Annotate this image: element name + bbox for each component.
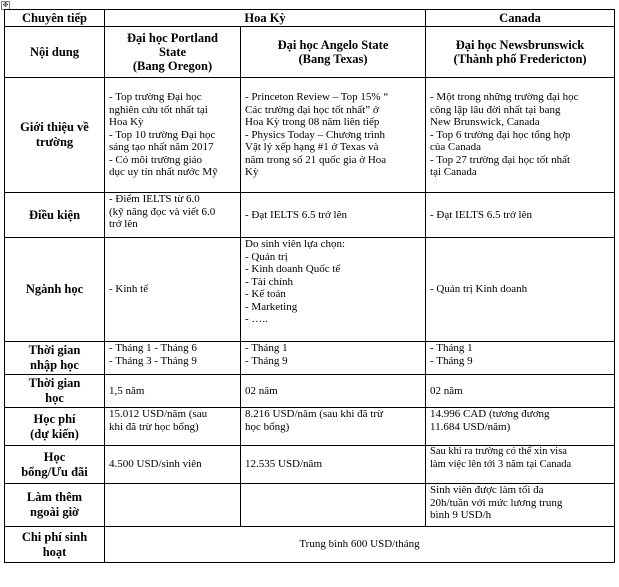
table-row: [5, 446, 615, 484]
cell-line: - Kinh tế: [109, 283, 149, 296]
row-label-line: ngoài giờ: [30, 505, 79, 519]
row-label-line: nhập học: [30, 358, 79, 372]
cell-line: năm trong số 21 quốc gia ở Hoa: [245, 153, 387, 166]
cell-line: 11.684 USD/năm): [430, 420, 511, 433]
cell-line: - Đạt IELTS 6.5 trở lên: [245, 208, 347, 221]
cell-duration-portland: [105, 375, 241, 408]
cell-scholarship-newbrunswick: [426, 446, 615, 484]
cell-intro-newbrunswick: [426, 78, 615, 193]
country-header-us: Hoa Kỳ: [105, 10, 426, 27]
cell-requirements-portland: [105, 193, 241, 238]
cell-line: khi đã trừ học bổng): [109, 420, 199, 433]
table-row: [5, 238, 615, 342]
cell-line: - Physics Today – Chương trình: [245, 128, 386, 141]
cell-tuition-angelo: [241, 408, 426, 446]
cell-line: Sinh viên được làm tối đa: [430, 484, 544, 496]
cell-line: 20h/tuần với mức lương trung: [430, 496, 563, 509]
cell-tuition-portland: [105, 408, 241, 446]
cell-line: nghiên cứu tốt nhất tại: [109, 103, 208, 116]
cell-line: - Có môi trường giáo: [109, 153, 203, 166]
cell-line: - Tháng 1: [245, 342, 288, 354]
cell-line: Vật lý xếp hạng #1 ở Texas và: [245, 141, 379, 154]
cell-line: - Tháng 1: [430, 342, 473, 354]
table-row: [5, 27, 615, 78]
row-label-line: bổng/Ưu đãi: [21, 464, 88, 479]
table-move-handle-icon[interactable]: ✥: [2, 1, 9, 9]
cell-majors-portland: [105, 238, 241, 342]
cell-line: 12.535 USD/năm: [245, 458, 322, 471]
cell-living-cost: Trung bình 600 USD/tháng: [105, 527, 615, 563]
table-row: [5, 375, 615, 408]
cell-line: - Top 6 trường đại học tổng hợp: [430, 128, 571, 141]
row-label-line: hoạt: [42, 544, 67, 559]
newbrunswick-name-line: Đại học Newsbrunswick: [455, 38, 585, 52]
cell-line: Các trường đại học tốt nhất” ở: [245, 103, 379, 116]
portland-state-line: (Bang Oregon): [132, 59, 213, 73]
cell-line: - Top 10 trường Đại học: [109, 128, 216, 141]
cell-line: 02 năm: [430, 384, 463, 397]
angelo-state-line: (Bang Texas): [298, 52, 368, 66]
row-label-parttime: [5, 484, 105, 527]
cell-line: (kỹ năng đọc và viết 6.0: [109, 205, 216, 218]
university-portland-header: [105, 27, 241, 78]
cell-line: - Điểm IELTS từ 6.0: [109, 193, 200, 205]
cell-line: sáng tạo nhất năm 2017: [109, 141, 214, 154]
cell-line: bình 9 USD/h: [430, 509, 492, 521]
country-header-ca: Canada: [426, 10, 615, 27]
cell-line: công lập lâu đời nhất tại bang: [430, 103, 561, 116]
cell-line: - Tháng 1 - Tháng 6: [109, 342, 197, 354]
row-label-line: Chi phí sinh: [21, 529, 88, 544]
cell-line: học bổng): [245, 420, 290, 433]
row-label-duration: [5, 375, 105, 408]
table-row: [5, 342, 615, 375]
row-label-line: học: [45, 391, 64, 405]
row-label-line: Thời gian: [28, 343, 81, 357]
cell-line: - Quản trị Kinh doanh: [430, 283, 528, 296]
cell-line: - Kinh doanh Quốc tế: [245, 263, 341, 275]
portland-name-line: Đại học Portland: [127, 31, 218, 45]
cell-majors-newbrunswick: [426, 238, 615, 342]
cell-line: - Princeton Review – Top 15% “: [245, 91, 389, 104]
cell-line: - Tháng 3 - Tháng 9: [109, 354, 197, 367]
cell-line: Hoa Kỳ: [109, 116, 144, 129]
cell-parttime-angelo: [241, 484, 426, 527]
portland-name-line: State: [158, 45, 187, 59]
cell-line: - Top trường Đại học: [109, 91, 202, 104]
content-label: Nội dung: [5, 27, 105, 78]
table-row: [5, 10, 615, 27]
row-label-line: Thời gian: [28, 376, 81, 390]
university-angelo-header: [241, 27, 426, 78]
table-row: [5, 527, 615, 563]
comparison-table: [4, 9, 615, 563]
cell-line: 14.996 CAD (tương đương: [430, 408, 550, 420]
cell-line: - Marketing: [245, 300, 298, 313]
cell-line: - Quản trị: [245, 250, 288, 263]
row-label-intake: [5, 342, 105, 375]
cell-intake-angelo: [241, 342, 426, 375]
row-label-line: Giới thiệu về: [20, 120, 89, 134]
cell-intro-portland: [105, 78, 241, 193]
table-row: [5, 193, 615, 238]
table-row: [5, 408, 615, 446]
row-label-line: (dự kiến): [30, 426, 79, 441]
cell-line: 8.216 USD/năm (sau khi đã trừ: [245, 408, 383, 420]
cell-line: làm việc lên tới 3 năm tại Canada: [430, 458, 572, 470]
cell-line: Do sinh viên lựa chọn:: [245, 238, 346, 250]
cell-duration-newbrunswick: [426, 375, 615, 408]
cell-line: 15.012 USD/năm (sau: [109, 408, 208, 420]
cell-line: của Canada: [430, 141, 482, 154]
row-label-intro: [5, 78, 105, 193]
row-label-scholarship: [5, 446, 105, 484]
cell-scholarship-angelo: [241, 446, 426, 484]
cell-tuition-newbrunswick: [426, 408, 615, 446]
cell-requirements-angelo: [241, 193, 426, 238]
cell-scholarship-portland: [105, 446, 241, 484]
table-row: [5, 484, 615, 527]
row-label-living: [5, 527, 105, 563]
cell-line: - Đạt IELTS 6.5 trở lên: [430, 208, 532, 221]
cell-line: - Một trong những trường đại học: [430, 91, 579, 104]
cell-line: dục uy tín nhất nước Mỹ: [109, 166, 218, 179]
cell-parttime-portland: [105, 484, 241, 527]
newbrunswick-city-line: (Thành phố Fredericton): [453, 52, 587, 66]
cell-duration-angelo: [241, 375, 426, 408]
cell-line: 1,5 năm: [109, 384, 145, 397]
row-label-line: trường: [35, 135, 74, 149]
row-label-line: Học: [43, 449, 66, 464]
cell-intro-angelo: [241, 78, 426, 193]
angelo-name-line: Đại học Angelo State: [277, 38, 389, 52]
cell-line: tại Canada: [430, 166, 477, 179]
cell-line: Hoa Kỳ trong 08 năm liên tiếp: [245, 116, 380, 129]
cell-line: Sau khi ra trường có thể xin visa: [430, 446, 567, 457]
row-label-line: Học phí: [33, 411, 76, 426]
cell-line: New Brunswick, Canada: [430, 116, 540, 129]
cell-line: trở lên: [109, 218, 138, 230]
table-row: [5, 78, 615, 193]
cell-line: - Tháng 9: [245, 354, 288, 367]
cell-intake-portland: [105, 342, 241, 375]
row-label-requirements: [5, 193, 105, 238]
cell-line: - Tài chính: [245, 275, 294, 288]
corner-header: Chuyên tiếp: [5, 10, 105, 27]
cell-line: 4.500 USD/sinh viên: [109, 458, 202, 471]
row-label-line: Làm thêm: [26, 490, 83, 504]
cell-line: 02 năm: [245, 384, 278, 397]
cell-line: - Top 27 trường đại học tốt nhất: [430, 153, 571, 166]
cell-line: - Tháng 9: [430, 354, 473, 367]
cell-parttime-newbrunswick: [426, 484, 615, 527]
cell-majors-angelo: [241, 238, 426, 342]
row-label-line: Điều kiện: [28, 207, 81, 222]
cell-line: Kỳ: [245, 166, 259, 179]
row-label-line: Ngành học: [25, 282, 84, 296]
university-newbrunswick-header: [426, 27, 615, 78]
cell-requirements-newbrunswick: [426, 193, 615, 238]
cell-line: - Kế toán: [245, 288, 286, 300]
cell-intake-newbrunswick: [426, 342, 615, 375]
row-label-majors: [5, 238, 105, 342]
row-label-tuition: [5, 408, 105, 446]
cell-line: - …..: [245, 313, 268, 325]
